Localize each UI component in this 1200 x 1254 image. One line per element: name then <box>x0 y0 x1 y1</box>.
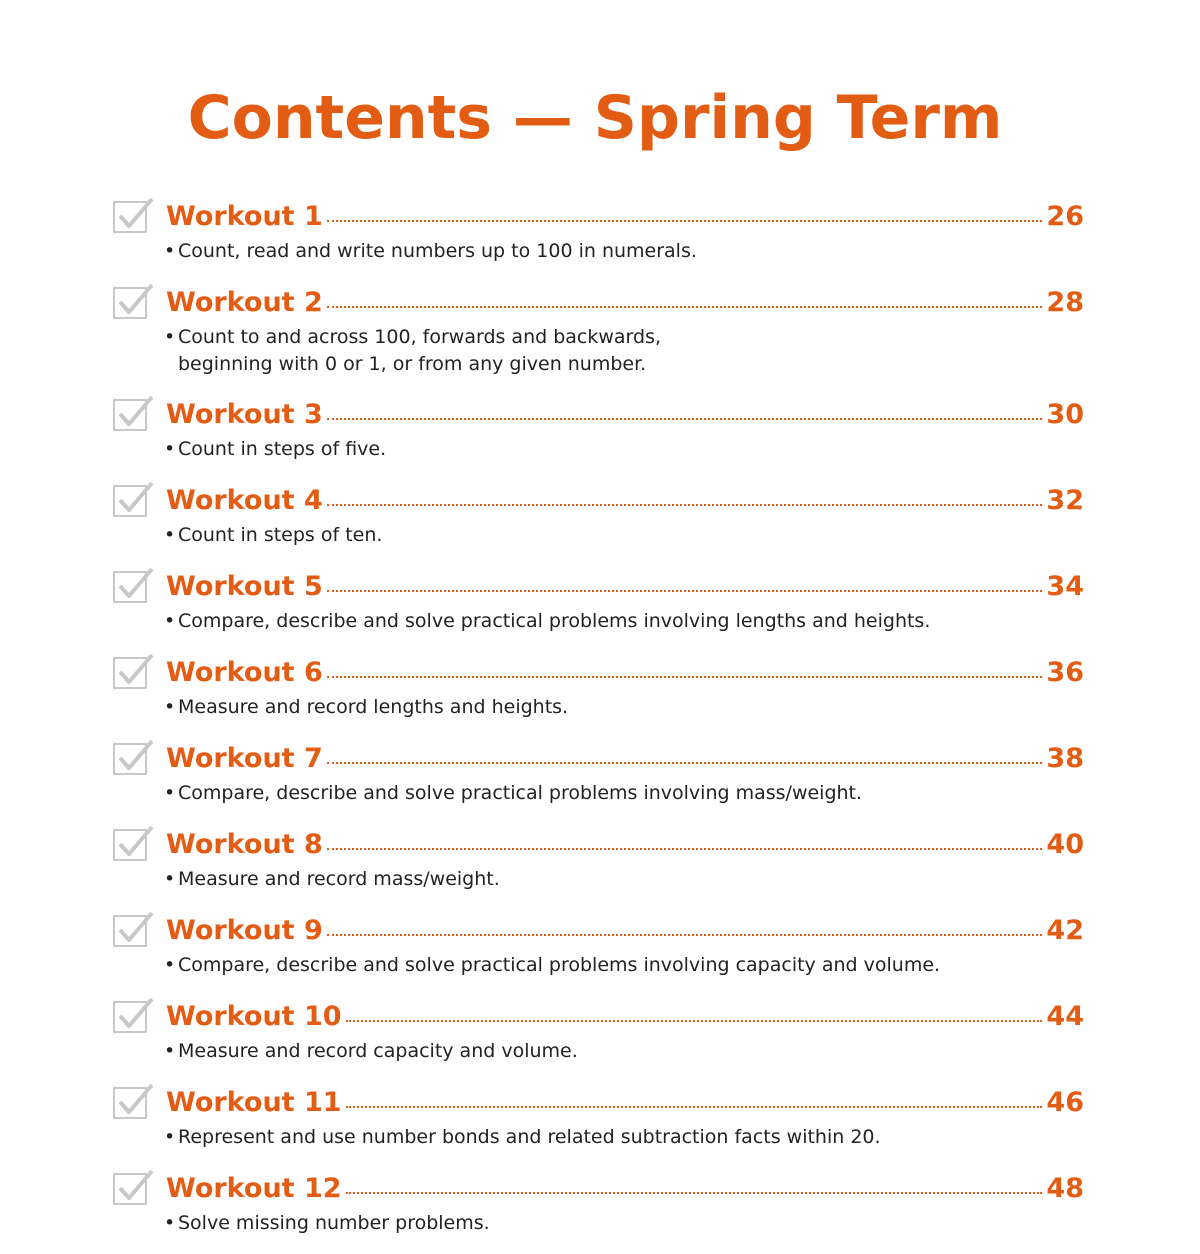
toc-entry <box>112 652 1084 738</box>
toc-entry-page-number: 40 <box>1046 829 1084 860</box>
contents-list <box>112 196 1084 1254</box>
toc-entry-page-number: 32 <box>1046 485 1084 516</box>
toc-entry <box>112 738 1084 824</box>
toc-entry-description: • Represent and use number bonds and related subtraction facts within 20. <box>164 1124 1084 1151</box>
toc-entry-heading[interactable] <box>166 914 1084 948</box>
toc-entry <box>112 566 1084 652</box>
toc-entry-heading[interactable] <box>166 1086 1084 1120</box>
toc-entry-description: • Measure and record capacity and volume. <box>164 1038 1084 1065</box>
toc-entry-label: Workout 6 <box>166 657 323 688</box>
toc-entry-description: • Count in steps of ten. <box>164 522 1084 549</box>
toc-entry-label: Workout 10 <box>166 1001 342 1032</box>
toc-entry-page-number: 44 <box>1046 1001 1084 1032</box>
dot-leader <box>327 848 1043 850</box>
toc-entry-description: • Compare, describe and solve practical problems involving mass/weight. <box>164 780 1084 807</box>
toc-entry-label: Workout 3 <box>166 399 323 430</box>
checkbox-tick-icon[interactable] <box>112 1082 154 1120</box>
toc-entry-page-number: 38 <box>1046 743 1084 774</box>
toc-entry-description: • Solve missing number problems. <box>164 1210 1084 1237</box>
dot-leader <box>327 220 1043 222</box>
toc-entry <box>112 824 1084 910</box>
dot-leader <box>327 590 1043 592</box>
toc-entry-page-number: 28 <box>1046 287 1084 318</box>
dot-leader <box>327 504 1043 506</box>
toc-entry-label: Workout 7 <box>166 743 323 774</box>
dot-leader <box>327 418 1043 420</box>
toc-entry-label: Workout 8 <box>166 829 323 860</box>
checkbox-tick-icon[interactable] <box>112 394 154 432</box>
toc-entry-heading[interactable] <box>166 1000 1084 1034</box>
toc-entry-label: Workout 11 <box>166 1087 342 1118</box>
checkbox-tick-icon[interactable] <box>112 1168 154 1206</box>
checkbox-tick-icon[interactable] <box>112 996 154 1034</box>
toc-entry-label: Workout 4 <box>166 485 323 516</box>
toc-entry-description: • Compare, describe and solve practical problems involving capacity and volume. <box>164 952 1084 979</box>
toc-entry <box>112 480 1084 566</box>
dot-leader <box>327 676 1043 678</box>
toc-entry <box>112 196 1084 282</box>
checkbox-tick-icon[interactable] <box>112 566 154 604</box>
toc-entry-description: • Count, read and write numbers up to 100 in numerals. <box>164 238 1084 265</box>
checkbox-tick-icon[interactable] <box>112 282 154 320</box>
toc-entry-heading[interactable] <box>166 484 1084 518</box>
checkbox-tick-icon[interactable] <box>112 738 154 776</box>
checkbox-tick-icon[interactable] <box>112 196 154 234</box>
toc-entry-heading[interactable] <box>166 742 1084 776</box>
toc-entry-page-number: 42 <box>1046 915 1084 946</box>
toc-entry <box>112 394 1084 480</box>
toc-entry-heading[interactable] <box>166 1172 1084 1206</box>
checkbox-tick-icon[interactable] <box>112 480 154 518</box>
dot-leader <box>346 1192 1043 1194</box>
toc-entry-description: • Compare, describe and solve practical problems involving lengths and heights. <box>164 608 1084 635</box>
toc-entry-description: • Measure and record mass/weight. <box>164 866 1084 893</box>
toc-entry-label: Workout 9 <box>166 915 323 946</box>
dot-leader <box>327 306 1043 308</box>
dot-leader <box>327 762 1043 764</box>
toc-entry-page-number: 26 <box>1046 201 1084 232</box>
toc-entry-page-number: 36 <box>1046 657 1084 688</box>
dot-leader <box>327 934 1043 936</box>
toc-entry-heading[interactable] <box>166 286 1084 320</box>
toc-entry-page-number: 46 <box>1046 1087 1084 1118</box>
toc-entry <box>112 996 1084 1082</box>
checkbox-tick-icon[interactable] <box>112 652 154 690</box>
toc-entry <box>112 910 1084 996</box>
toc-entry <box>112 1168 1084 1254</box>
toc-entry-description: • Count to and across 100, forwards and backwards, beginning with 0 or 1, or from any given number. <box>164 324 1084 378</box>
page-title: Contents — Spring Term <box>187 83 1003 153</box>
toc-entry <box>112 282 1084 394</box>
toc-entry-page-number: 48 <box>1046 1173 1084 1204</box>
toc-entry-heading[interactable] <box>166 828 1084 862</box>
checkbox-tick-icon[interactable] <box>112 824 154 862</box>
toc-entry-label: Workout 5 <box>166 571 323 602</box>
toc-entry <box>112 1082 1084 1168</box>
toc-entry-description: • Measure and record lengths and heights. <box>164 694 1084 721</box>
dot-leader <box>346 1020 1043 1022</box>
toc-entry-label: Workout 1 <box>166 201 323 232</box>
toc-entry-page-number: 34 <box>1046 571 1084 602</box>
toc-entry-heading[interactable] <box>166 570 1084 604</box>
toc-entry-description: • Count in steps of five. <box>164 436 1084 463</box>
toc-entry-label: Workout 12 <box>166 1173 342 1204</box>
dot-leader <box>346 1106 1043 1108</box>
toc-entry-heading[interactable] <box>166 200 1084 234</box>
toc-entry-heading[interactable] <box>166 656 1084 690</box>
toc-entry-heading[interactable] <box>166 398 1084 432</box>
toc-entry-label: Workout 2 <box>166 287 323 318</box>
checkbox-tick-icon[interactable] <box>112 910 154 948</box>
toc-entry-page-number: 30 <box>1046 399 1084 430</box>
